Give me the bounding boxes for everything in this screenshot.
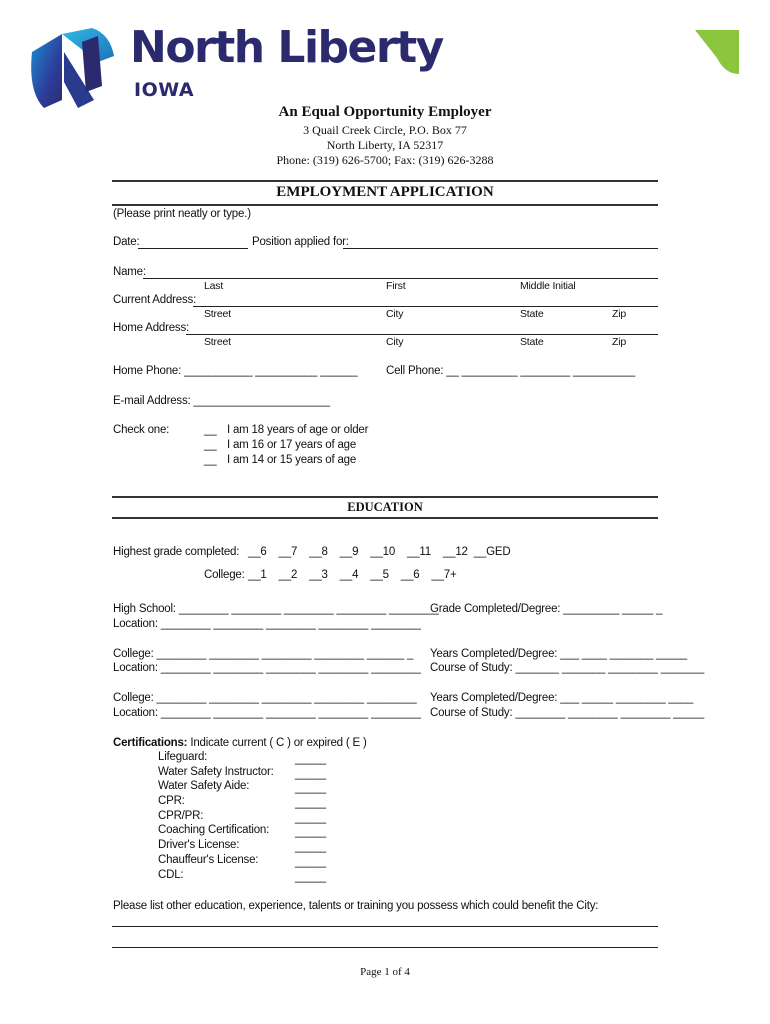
other-training-prompt: Please list other education, experience, talents or training you possess which could benefit the City: <box>113 900 599 912</box>
cert-item: Water Safety Aide: <box>158 780 250 793</box>
current-city-caption: City <box>386 308 404 320</box>
high-school-location-field[interactable]: Location: ________ ________ ________ ________ ________ <box>113 618 421 630</box>
cell-phone-field[interactable]: Cell Phone: __ _________ ________ __________ <box>386 365 635 377</box>
home-zip-caption: Zip <box>612 336 626 348</box>
current-zip-caption: Zip <box>612 308 626 320</box>
college-year-options[interactable]: __1 __2 __3 __4 __5 __6 __7+ <box>248 569 457 581</box>
name-first-caption: First <box>386 280 406 292</box>
logo-state: IOWA <box>134 79 195 101</box>
current-address-label: Current Address: <box>113 294 197 306</box>
date-field[interactable] <box>138 248 248 249</box>
cert-item: CDL: <box>158 868 184 881</box>
college-2-location-field[interactable]: Location: ________ ________ ________ ________ ________ <box>113 707 421 719</box>
current-street-caption: Street <box>204 308 231 320</box>
tagline: An Equal Opportunity Employer <box>278 104 492 120</box>
college-1-years-field[interactable]: Years Completed/Degree: ___ ____ _______ _____ <box>430 648 688 660</box>
cert-blank[interactable]: _____ <box>295 782 326 795</box>
grade-completed-field[interactable]: Grade Completed/Degree: _________ _____ _ <box>430 603 663 615</box>
page-number: Page 1 of 4 <box>360 966 410 978</box>
name-middle-caption: Middle Initial <box>520 280 576 292</box>
highest-grade-label: Highest grade completed: <box>113 546 240 558</box>
age-option-16: I am 16 or 17 years of age <box>227 439 357 451</box>
position-label: Position applied for: <box>252 236 349 248</box>
college-1-course-field[interactable]: Course of Study: _______ _______ ________ _______ <box>430 662 705 674</box>
home-street-caption: Street <box>204 336 231 348</box>
college-years-label: College: <box>204 569 245 581</box>
cert-blank[interactable]: _____ <box>295 826 326 839</box>
cert-blank[interactable]: _____ <box>295 870 326 883</box>
age-option-blank[interactable]: __ <box>204 424 217 436</box>
cert-blank[interactable]: _____ <box>295 811 326 824</box>
age-option-18: I am 18 years of age or older <box>227 424 369 436</box>
instructions: (Please print neatly or type.) <box>113 208 251 220</box>
corner-leaf-icon <box>695 28 743 76</box>
address-line-1: 3 Quail Creek Circle, P.O. Box 77 <box>303 123 467 137</box>
age-option-blank[interactable]: __ <box>204 439 217 451</box>
age-option-14: I am 14 or 15 years of age <box>227 454 357 466</box>
college-2-course-field[interactable]: Course of Study: ________ ________ ________ _____ <box>430 707 705 719</box>
age-option-blank[interactable]: __ <box>204 454 217 466</box>
cert-blank[interactable]: _____ <box>295 841 326 854</box>
education-bottom-rule <box>112 517 658 519</box>
email-field[interactable]: E-mail Address: ______________________ <box>113 395 330 407</box>
home-phone-field[interactable]: Home Phone: ___________ __________ ______ <box>113 365 358 377</box>
home-address-label: Home Address: <box>113 322 190 334</box>
education-heading: EDUCATION <box>347 500 423 514</box>
title-bottom-rule <box>112 204 658 206</box>
home-state-caption: State <box>520 336 544 348</box>
certifications-instruction: Indicate current ( C ) or expired ( E ) <box>190 737 367 749</box>
form-title: EMPLOYMENT APPLICATION <box>276 184 494 200</box>
cert-item: CPR/PR: <box>158 809 204 822</box>
college-2-field[interactable]: College: ________ ________ ________ ________ ________ <box>113 692 417 704</box>
cert-item: Water Safety Instructor: <box>158 765 274 778</box>
logo-name: North Liberty <box>130 22 443 73</box>
position-field[interactable] <box>343 248 658 249</box>
cert-item: CPR: <box>158 795 185 808</box>
home-address-field[interactable] <box>186 334 658 335</box>
name-last-caption: Last <box>204 280 224 292</box>
certifications-list <box>158 751 274 883</box>
college-2-years-field[interactable]: Years Completed/Degree: ___ _____ ________ ____ <box>430 692 694 704</box>
date-label: Date: <box>113 236 140 248</box>
name-label: Name: <box>113 266 146 278</box>
current-state-caption: State <box>520 308 544 320</box>
cert-blank[interactable]: _____ <box>295 797 326 810</box>
certifications-header <box>113 737 367 749</box>
phone-fax: Phone: (319) 626-5700; Fax: (319) 626-3288 <box>276 153 494 167</box>
title-top-rule <box>112 180 658 182</box>
north-liberty-logo <box>22 22 442 112</box>
college-1-location-field[interactable]: Location: ________ ________ ________ ________ ________ <box>113 662 421 674</box>
other-training-line-2[interactable] <box>112 947 658 948</box>
cert-item: Chauffeur's License: <box>158 853 259 866</box>
high-school-field[interactable]: High School: ________ ________ ________ ________ ________ <box>113 603 439 615</box>
name-field[interactable] <box>143 278 658 279</box>
cert-blanks <box>295 753 326 885</box>
current-address-field[interactable] <box>193 306 658 307</box>
college-1-field[interactable]: College: ________ ________ ________ ________ ______ _ <box>113 648 414 660</box>
grade-options[interactable]: __6 __7 __8 __9 __10 __11 __12 __GED <box>248 546 511 558</box>
cert-item: Driver's License: <box>158 839 240 852</box>
check-one-label: Check one: <box>113 424 170 436</box>
logo-mark-icon <box>22 22 122 110</box>
cert-blank[interactable]: _____ <box>295 855 326 868</box>
education-top-rule <box>112 496 658 498</box>
home-city-caption: City <box>386 336 404 348</box>
certifications-label: Certifications: <box>113 737 188 749</box>
other-training-line-1[interactable] <box>112 926 658 927</box>
cert-blank[interactable]: _____ <box>295 767 326 780</box>
cert-item: Lifeguard: <box>158 751 208 763</box>
cert-item: Coaching Certification: <box>158 824 270 837</box>
address-line-2: North Liberty, IA 52317 <box>326 138 444 152</box>
cert-blank[interactable]: _____ <box>295 753 326 765</box>
